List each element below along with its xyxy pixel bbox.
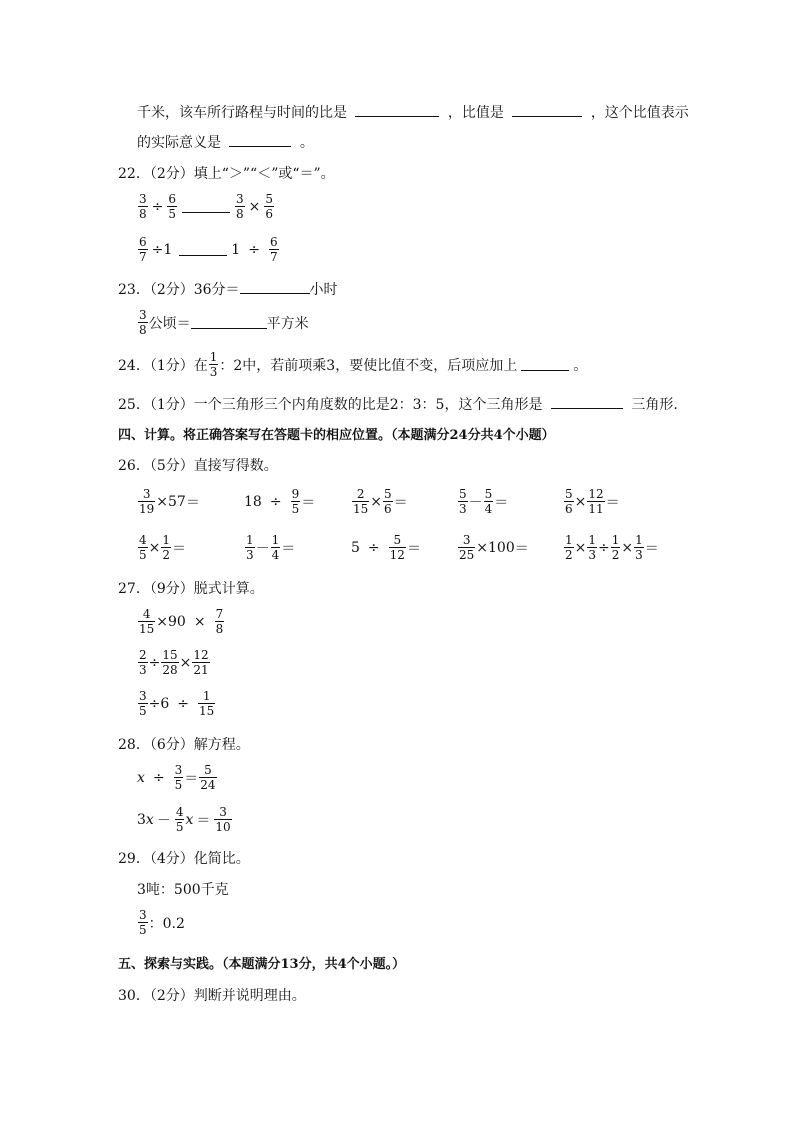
answer-blank[interactable] [240,281,310,294]
q26-r1-c1: $\frac{3}{19}$ × 57 ＝ [139,487,200,516]
answer-blank[interactable] [512,104,582,117]
answer-blank[interactable] [182,200,230,213]
q29-line-1: 3吨：500千克 [137,882,229,898]
fraction: $\frac{1}{2}$ [565,533,573,562]
answer-blank[interactable] [551,396,623,409]
fraction: $\frac{3}{10}$ [215,805,231,834]
q26-r1-c2: 18 ÷ $\frac{9}{5}$ ＝ [244,487,316,516]
fraction: $\frac{3}{8}$ [139,308,147,337]
q21-line2: 的实际意义是 。 [137,135,314,151]
fraction: $\frac{4}{15}$ [139,607,155,636]
q26-r2-c4: $\frac{3}{25}$ × 100 ＝ [459,533,529,562]
section-5-heading: 五、探索与实践。（本题满分13分，共4个小题。） [118,957,406,972]
fraction: $\frac{5}{24}$ [200,763,216,792]
fraction: $\frac{4}{5}$ [175,805,184,834]
answer-blank[interactable] [355,104,439,117]
fraction: $\frac{1}{15}$ [199,689,215,718]
fraction: $\frac{1}{3}$ [209,350,218,379]
q24-line: 24．（1分）在 $\frac{1}{3}$ ：2中，若前项乘3，要使比值不变，后项应加上 。 [118,350,588,379]
q26-heading: 26．（5分）直接写得数。 [118,458,278,474]
fraction: $\frac{3}{8}$ [139,192,147,221]
fraction: $\frac{3}{25}$ [459,533,475,562]
fraction: $\frac{3}{5}$ [174,763,183,792]
q28-eq-1: x ÷ $\frac{3}{5}$ ＝ $\frac{5}{24}$ [137,763,216,792]
answer-blank[interactable] [179,243,227,256]
fraction: $\frac{5}{3}$ [459,487,467,516]
q27-expr-2: $\frac{2}{3}$ ÷ $\frac{15}{28}$ × $\frac{12}{21}$ [139,648,209,677]
fraction: $\frac{1}{2}$ [611,533,620,562]
q27-heading: 27．（9分）脱式计算。 [118,581,264,597]
q27-expr-1: $\frac{4}{15}$ × 90 × $\frac{7}{8}$ [139,607,224,636]
fraction: $\frac{2}{15}$ [353,487,369,516]
answer-blank[interactable] [229,134,291,147]
fraction: $\frac{1}{3}$ [588,533,597,562]
fraction: $\frac{15}{28}$ [162,648,178,677]
answer-blank[interactable] [521,358,569,371]
q30-heading: 30．（2分）判断并说明理由。 [118,988,306,1004]
q26-r1-c5: $\frac{5}{6}$ × $\frac{12}{11}$ ＝ [565,487,620,516]
fraction: $\frac{1}{2}$ [162,533,171,562]
q27-expr-3: $\frac{3}{5}$ ÷ 6 ÷ $\frac{1}{15}$ [139,689,215,718]
fraction: $\frac{6}{5}$ [168,192,177,221]
fraction: $\frac{9}{5}$ [291,487,300,516]
q29-heading: 29．（4分）化简比。 [118,851,250,867]
q21-line1: 千米，该车所行路程与时间的比是 ，比值是 ，这个比值表示 [137,105,689,121]
fraction: $\frac{5}{6}$ [265,192,274,221]
fraction: $\frac{3}{5}$ [139,689,147,718]
fraction: $\frac{1}{3}$ [635,533,643,562]
fraction: $\frac{5}{6}$ [565,487,573,516]
q29-line-2: $\frac{3}{5}$ ：0.2 [139,908,185,937]
q28-eq-2: 3 x － $\frac{4}{5}$ x ＝ $\frac{3}{10}$ [137,805,231,834]
fraction: $\frac{6}{7}$ [139,235,147,264]
fraction: $\frac{5}{4}$ [484,487,493,516]
fraction: $\frac{3}{19}$ [139,487,155,516]
q26-r1-c3: $\frac{2}{15}$ × $\frac{5}{6}$ ＝ [353,487,408,516]
fraction: $\frac{3}{5}$ [139,908,147,937]
fraction: $\frac{12}{21}$ [193,648,209,677]
q22-expr-1: $\frac{3}{8}$ ÷ $\frac{6}{5}$ $\frac{3}{8}$ × $\frac{5}{6}$ [139,192,274,221]
q22-heading: 22．（2分）填上“＞”“＜”或“＝”。 [118,166,335,182]
fraction: $\frac{6}{7}$ [269,235,278,264]
fraction: $\frac{4}{5}$ [139,533,147,562]
fraction: $\frac{3}{8}$ [236,192,244,221]
q28-heading: 28．（6分）解方程。 [118,737,250,753]
q26-r2-c1: $\frac{4}{5}$ × $\frac{1}{2}$ ＝ [139,533,187,562]
q26-r2-c5: $\frac{1}{2}$ × $\frac{1}{3}$ ÷ $\frac{1}{2}$ × $\frac{1}{3}$ ＝ [565,533,659,562]
fraction: $\frac{5}{12}$ [389,533,405,562]
answer-blank[interactable] [191,316,267,329]
fraction: $\frac{12}{11}$ [588,487,604,516]
fraction: $\frac{5}{6}$ [384,487,392,516]
q22-expr-2: $\frac{6}{7}$ ÷1 1 ÷ $\frac{6}{7}$ [139,235,278,264]
q26-r2-c3: 5 ÷ $\frac{5}{12}$ ＝ [351,533,421,562]
q23-heading: 23．（2分）36分＝ 小时 [118,282,338,298]
fraction: $\frac{2}{3}$ [139,648,147,677]
q25-line: 25．（1分）一个三角形三个内角度数的比是2：3：5，这个三角形是 三角形. [118,397,678,413]
q26-r1-c4: $\frac{5}{3}$ － $\frac{5}{4}$ ＝ [459,487,509,516]
fraction: $\frac{7}{8}$ [215,607,224,636]
q23-line2: $\frac{3}{8}$ 公顷＝ 平方米 [139,308,309,337]
q26-r2-c2: $\frac{1}{3}$ － $\frac{1}{4}$ ＝ [246,533,296,562]
section-4-heading: 四、计算。将正确答案写在答题卡的相应位置。（本题满分24分共4个小题） [118,428,555,443]
fraction: $\frac{1}{3}$ [246,533,254,562]
fraction: $\frac{1}{4}$ [271,533,280,562]
